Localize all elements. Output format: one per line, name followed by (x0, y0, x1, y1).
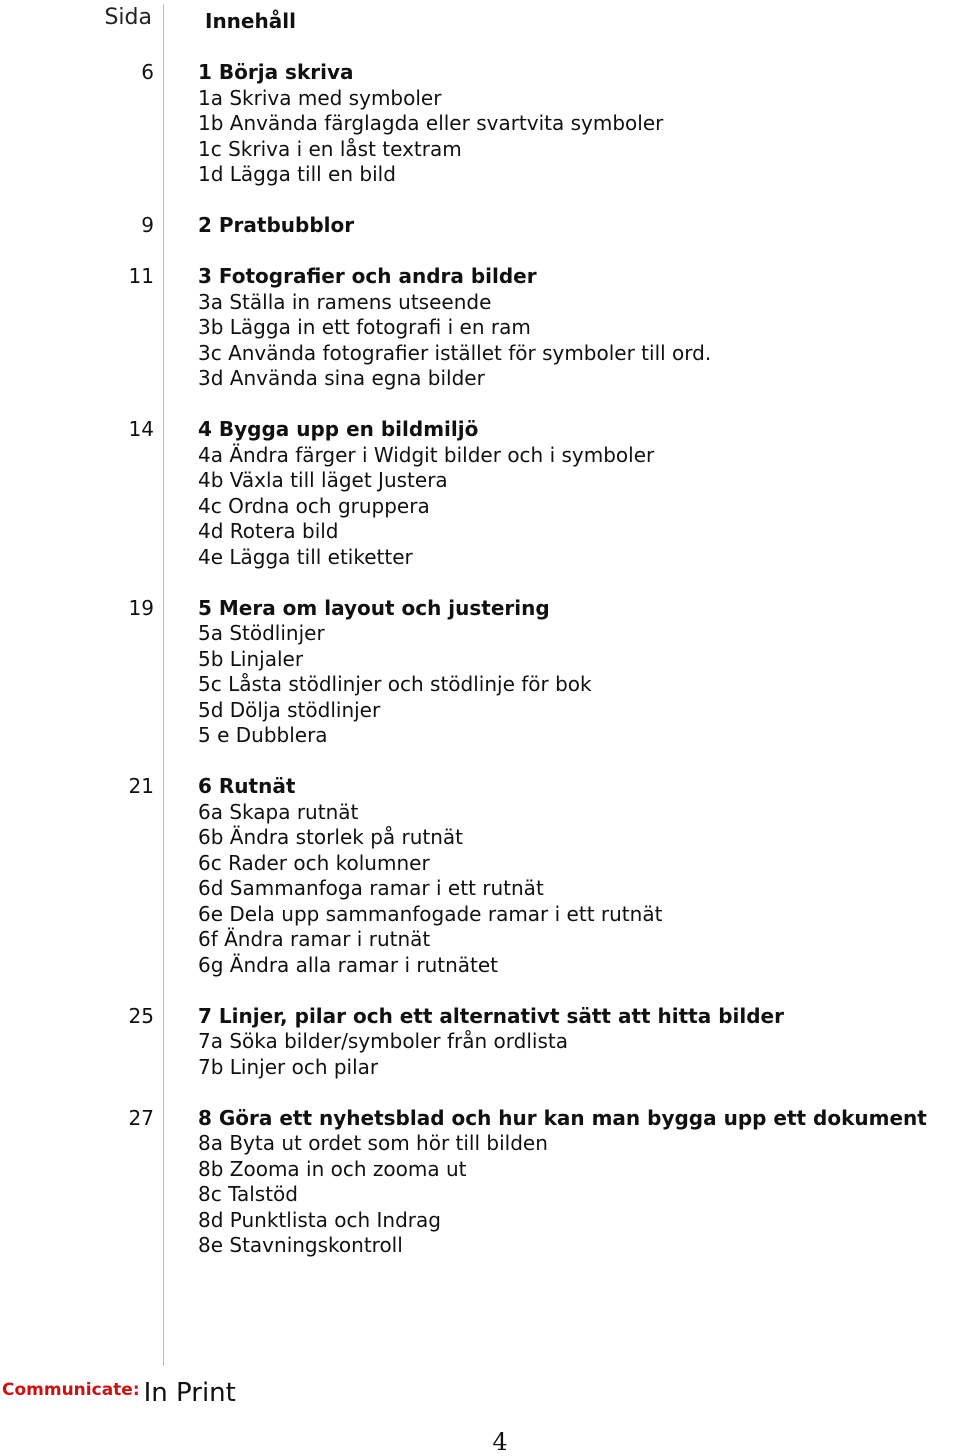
toc-subsection-item[interactable]: 8b Zooma in och zooma ut (198, 1156, 467, 1181)
toc-subsection-item[interactable]: 1d Lägga till en bild (198, 162, 396, 186)
toc-subsection-item[interactable]: 6c Rader och kolumner (198, 850, 430, 875)
toc-subsection-item[interactable]: 4e Lägga till etiketter (198, 544, 413, 569)
toc-subsection-item[interactable]: 6b Ändra storlek på rutnät (198, 825, 464, 849)
toc-chapter-heading[interactable]: 5 Mera om layout och justering (198, 595, 550, 620)
toc-page-number: 19 (128, 595, 154, 620)
toc-subsection-item[interactable]: 4c Ordna och gruppera (198, 493, 430, 518)
product-name: In Print (143, 1378, 236, 1408)
toc-subsection-item[interactable]: 3b Lägga in ett fotografi i en ram (198, 315, 531, 339)
toc-subsection-item[interactable]: 4a Ändra färger i Widgit bilder och i symboler (198, 442, 655, 467)
toc-title: Innehåll (205, 9, 296, 33)
page-number: 4 (492, 1428, 508, 1456)
toc-page-number: 14 (128, 417, 154, 441)
brand-name: Communicate: (2, 1380, 140, 1400)
toc-subsection-item[interactable]: 6e Dela upp sammanfogade ramar i ett rutnät (198, 901, 663, 926)
toc-subsection-item[interactable]: 4d Rotera bild (198, 519, 339, 543)
toc-section (0, 1004, 960, 1081)
toc-subsection-item[interactable]: 1c Skriva i en låst textram (198, 136, 462, 161)
toc-subsection-item[interactable]: 7a Söka bilder/symboler från ordlista (198, 1029, 568, 1053)
toc-subsection-item[interactable]: 5 e Dubblera (198, 723, 328, 747)
toc-subsection-item[interactable]: 5c Låsta stödlinjer och stödlinje för bok (198, 672, 592, 696)
toc-chapter-heading[interactable]: 7 Linjer, pilar och ett alternativt sätt att hitta bilder (198, 1003, 784, 1028)
toc-page-number: 27 (128, 1105, 154, 1130)
toc-subsection-item[interactable]: 6d Sammanfoga ramar i ett rutnät (198, 876, 544, 900)
toc-section (0, 264, 960, 392)
toc-subsection-item[interactable]: 8c Talstöd (198, 1182, 298, 1206)
toc-subsection-item[interactable]: 8e Stavningskontroll (198, 1233, 403, 1257)
toc-subsection-item[interactable]: 6g Ändra alla ramar i rutnätet (198, 952, 499, 977)
toc-section (0, 213, 960, 239)
toc-subsection-item[interactable]: 3a Ställa in ramens utseende (198, 289, 492, 314)
toc-chapter-heading[interactable]: 4 Bygga upp en bildmiljö (198, 417, 479, 441)
toc-subsection-item[interactable]: 1a Skriva med symboler (198, 85, 442, 110)
toc-chapter-heading[interactable]: 8 Göra ett nyhetsblad och hur kan man bygga upp ett dokument (198, 1105, 927, 1130)
toc-section (0, 596, 960, 749)
page-column-header: Sida (104, 5, 152, 30)
toc-subsection-item[interactable]: 5b Linjaler (198, 646, 304, 671)
toc-subsection-item[interactable]: 5d Dölja stödlinjer (198, 697, 381, 722)
toc-page-number: 6 (141, 60, 154, 84)
toc-subsection-item[interactable]: 5a Stödlinjer (198, 621, 325, 645)
toc-subsection-item[interactable]: 6f Ändra ramar i rutnät (198, 927, 431, 951)
toc-subsection-item[interactable]: 3d Använda sina egna bilder (198, 366, 485, 390)
toc-subsection-item[interactable]: 8a Byta ut ordet som hör till bilden (198, 1131, 548, 1155)
toc-chapter-heading[interactable]: 3 Fotografier och andra bilder (198, 264, 537, 288)
toc-section (0, 774, 960, 978)
toc-page-number: 25 (128, 1003, 154, 1028)
toc-chapter-heading[interactable]: 6 Rutnät (198, 774, 296, 798)
toc-subsection-item[interactable]: 3c Använda fotografier istället för symboler till ord. (198, 340, 712, 365)
toc-page-number: 9 (141, 213, 154, 237)
toc-subsection-item[interactable]: 6a Skapa rutnät (198, 799, 359, 824)
footer-logo (2, 1372, 236, 1408)
table-of-contents (0, 60, 960, 1259)
toc-section (0, 417, 960, 570)
toc-subsection-item[interactable]: 4b Växla till läget Justera (198, 468, 448, 492)
toc-subsection-item[interactable]: 8d Punktlista och Indrag (198, 1207, 441, 1232)
toc-chapter-heading[interactable]: 1 Börja skriva (198, 60, 354, 84)
toc-chapter-heading[interactable]: 2 Pratbubblor (198, 213, 355, 237)
toc-section (0, 1106, 960, 1259)
toc-subsection-item[interactable]: 1b Använda färglagda eller svartvita symboler (198, 111, 664, 135)
toc-page-number: 21 (128, 774, 154, 798)
toc-page-number: 11 (128, 264, 154, 288)
toc-section (0, 60, 960, 188)
toc-subsection-item[interactable]: 7b Linjer och pilar (198, 1054, 379, 1079)
